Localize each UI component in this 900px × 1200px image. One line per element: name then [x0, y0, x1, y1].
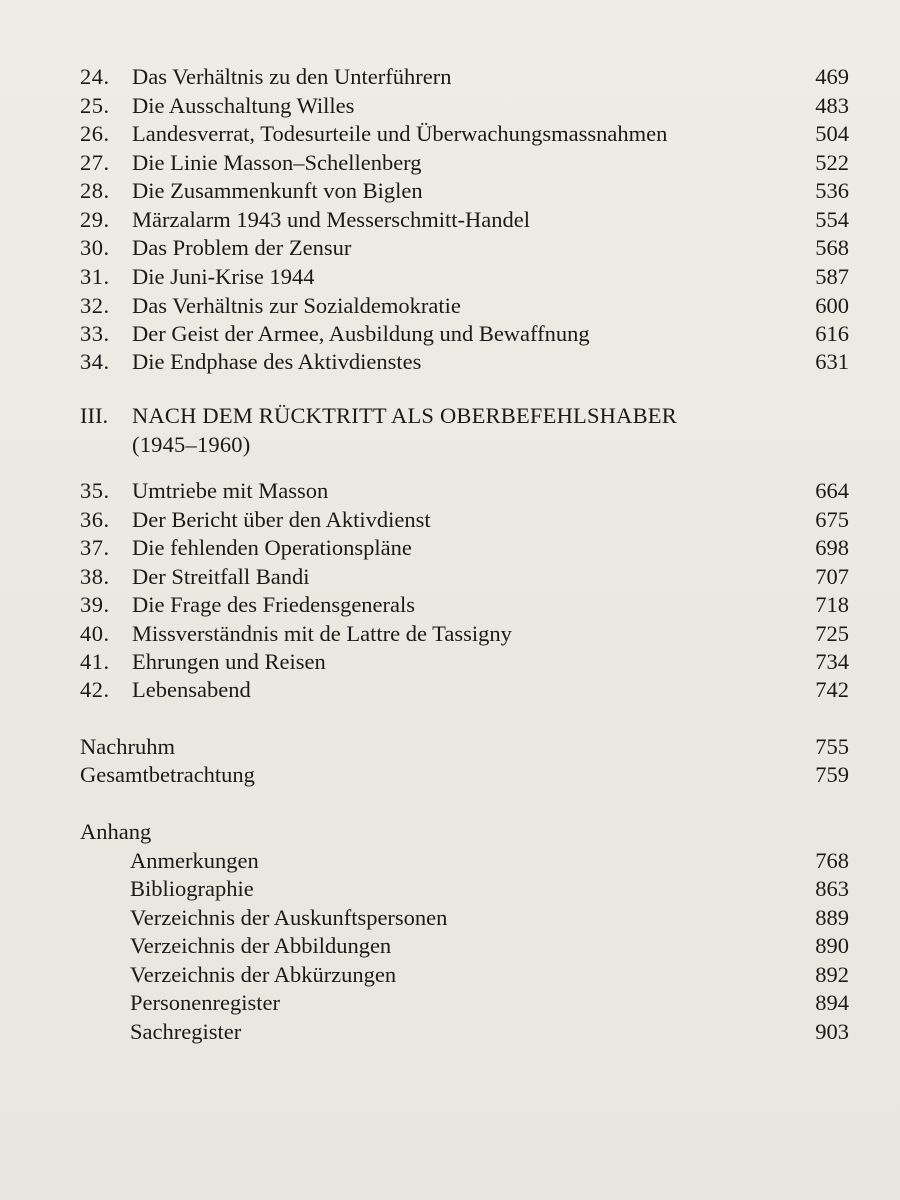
page-number: 522: [815, 150, 849, 175]
appendix-entry[interactable]: [0, 932, 900, 960]
toc-entry[interactable]: [0, 591, 900, 619]
entry-title: Nachruhm: [80, 734, 175, 759]
chapter-number: 24.: [80, 64, 110, 89]
toc-entry[interactable]: [0, 348, 900, 376]
page-number: 707: [815, 564, 849, 589]
toc-entry[interactable]: [0, 292, 900, 320]
chapter-number: 37.: [80, 535, 110, 560]
page-number: 889: [815, 905, 849, 930]
toc-entry[interactable]: [0, 477, 900, 505]
toc-entry[interactable]: [0, 63, 900, 91]
appendix-entry[interactable]: [0, 904, 900, 932]
chapter-title: Die Frage des Friedensgenerals: [132, 592, 416, 617]
toc-entry[interactable]: [0, 534, 900, 562]
appendix-entry[interactable]: [0, 847, 900, 875]
chapter-title: Der Bericht über den Aktivdienst: [132, 507, 431, 532]
entry-title: Verzeichnis der Auskunftspersonen: [130, 905, 448, 930]
page-number: 600: [815, 293, 849, 318]
chapter-number: 28.: [80, 178, 110, 203]
entry-title: Verzeichnis der Abkürzungen: [130, 962, 397, 987]
toc-entry[interactable]: [0, 120, 900, 148]
page-number: 755: [815, 734, 849, 759]
chapter-number: 29.: [80, 207, 110, 232]
page-number: 554: [815, 207, 849, 232]
page-number: 742: [815, 677, 849, 702]
chapter-title: Die Zusammenkunft von Biglen: [132, 178, 423, 203]
toc-entry[interactable]: [0, 320, 900, 348]
chapter-title: Ehrungen und Reisen: [132, 649, 326, 674]
chapter-number: 39.: [80, 592, 110, 617]
section-heading[interactable]: [0, 402, 900, 430]
page-number: 536: [815, 178, 849, 203]
page-number: 718: [815, 592, 849, 617]
section-years: (1945–1960): [132, 432, 251, 457]
toc-entry[interactable]: [0, 206, 900, 234]
chapter-title: Die fehlenden Operationspläne: [132, 535, 412, 560]
appendix-heading: [0, 818, 900, 846]
page-number: 469: [815, 64, 849, 89]
chapter-title: Das Problem der Zensur: [132, 235, 352, 260]
entry-title: Personenregister: [130, 990, 280, 1015]
entry-title: Verzeichnis der Abbildungen: [130, 933, 392, 958]
chapter-title: Die Ausschaltung Willes: [132, 93, 355, 118]
toc-entry-nachruhm[interactable]: [0, 733, 900, 761]
entry-title: Anmerkungen: [130, 848, 259, 873]
page-number: 863: [815, 876, 849, 901]
chapter-number: 25.: [80, 93, 110, 118]
appendix-title: Anhang: [80, 819, 152, 844]
chapter-number: 35.: [80, 478, 110, 503]
page-number: 698: [815, 535, 849, 560]
page-number: 568: [815, 235, 849, 260]
chapter-number: 32.: [80, 293, 110, 318]
toc-entry[interactable]: [0, 263, 900, 291]
chapter-title: Die Juni-Krise 1944: [132, 264, 315, 289]
chapter-title: Umtriebe mit Masson: [132, 478, 329, 503]
chapter-number: 26.: [80, 121, 110, 146]
entry-title: Sachregister: [130, 1019, 242, 1044]
appendix-entry[interactable]: [0, 1018, 900, 1046]
chapter-title: Die Linie Masson–Schellenberg: [132, 150, 422, 175]
toc-entry[interactable]: [0, 563, 900, 591]
page-number: 759: [815, 762, 849, 787]
chapter-title: Der Streitfall Bandi: [132, 564, 310, 589]
chapter-number: 30.: [80, 235, 110, 260]
chapter-title: Das Verhältnis zu den Unterführern: [132, 64, 452, 89]
page-number: 890: [815, 933, 849, 958]
chapter-title: Märzalarm 1943 und Messerschmitt-Handel: [132, 207, 531, 232]
page-number: 894: [815, 990, 849, 1015]
page-number: 675: [815, 507, 849, 532]
chapter-number: 36.: [80, 507, 110, 532]
toc-entry[interactable]: [0, 149, 900, 177]
page-number: 483: [815, 93, 849, 118]
page-number: 903: [815, 1019, 849, 1044]
page-number: 587: [815, 264, 849, 289]
page-number: 734: [815, 649, 849, 674]
page-number: 504: [815, 121, 849, 146]
toc-entry[interactable]: [0, 676, 900, 704]
chapter-title: Missverständnis mit de Lattre de Tassigny: [132, 621, 512, 646]
page-number: 616: [815, 321, 849, 346]
entry-title: Bibliographie: [130, 876, 254, 901]
chapter-number: 31.: [80, 264, 110, 289]
toc-entry[interactable]: [0, 92, 900, 120]
chapter-number: 34.: [80, 349, 110, 374]
section-number: III.: [80, 403, 109, 428]
appendix-entry[interactable]: [0, 875, 900, 903]
entry-title: Gesamtbetrachtung: [80, 762, 255, 787]
toc-entry[interactable]: [0, 234, 900, 262]
toc-entry[interactable]: [0, 177, 900, 205]
chapter-title: Landesverrat, Todesurteile und Überwachungsmassnahmen: [132, 121, 668, 146]
chapter-title: Das Verhältnis zur Sozialdemokratie: [132, 293, 461, 318]
page-number: 768: [815, 848, 849, 873]
chapter-number: 42.: [80, 677, 110, 702]
chapter-title: Der Geist der Armee, Ausbildung und Bewaffnung: [132, 321, 590, 346]
toc-entry[interactable]: [0, 620, 900, 648]
chapter-number: 40.: [80, 621, 110, 646]
toc-entry-gesamtbetrachtung[interactable]: [0, 761, 900, 789]
chapter-title: Lebensabend: [132, 677, 251, 702]
section-years-line: [0, 431, 900, 459]
page-number: 725: [815, 621, 849, 646]
page-number: 631: [815, 349, 849, 374]
chapter-number: 41.: [80, 649, 110, 674]
appendix-entry[interactable]: [0, 989, 900, 1017]
chapter-number: 33.: [80, 321, 110, 346]
toc-entry[interactable]: [0, 506, 900, 534]
chapter-number: 38.: [80, 564, 110, 589]
appendix-entry[interactable]: [0, 961, 900, 989]
chapter-number: 27.: [80, 150, 110, 175]
page-number: 664: [815, 478, 849, 503]
page-number: 892: [815, 962, 849, 987]
toc-entry[interactable]: [0, 648, 900, 676]
chapter-title: Die Endphase des Aktivdienstes: [132, 349, 422, 374]
section-title: NACH DEM RÜCKTRITT ALS OBERBEFEHLSHABER: [132, 403, 677, 428]
